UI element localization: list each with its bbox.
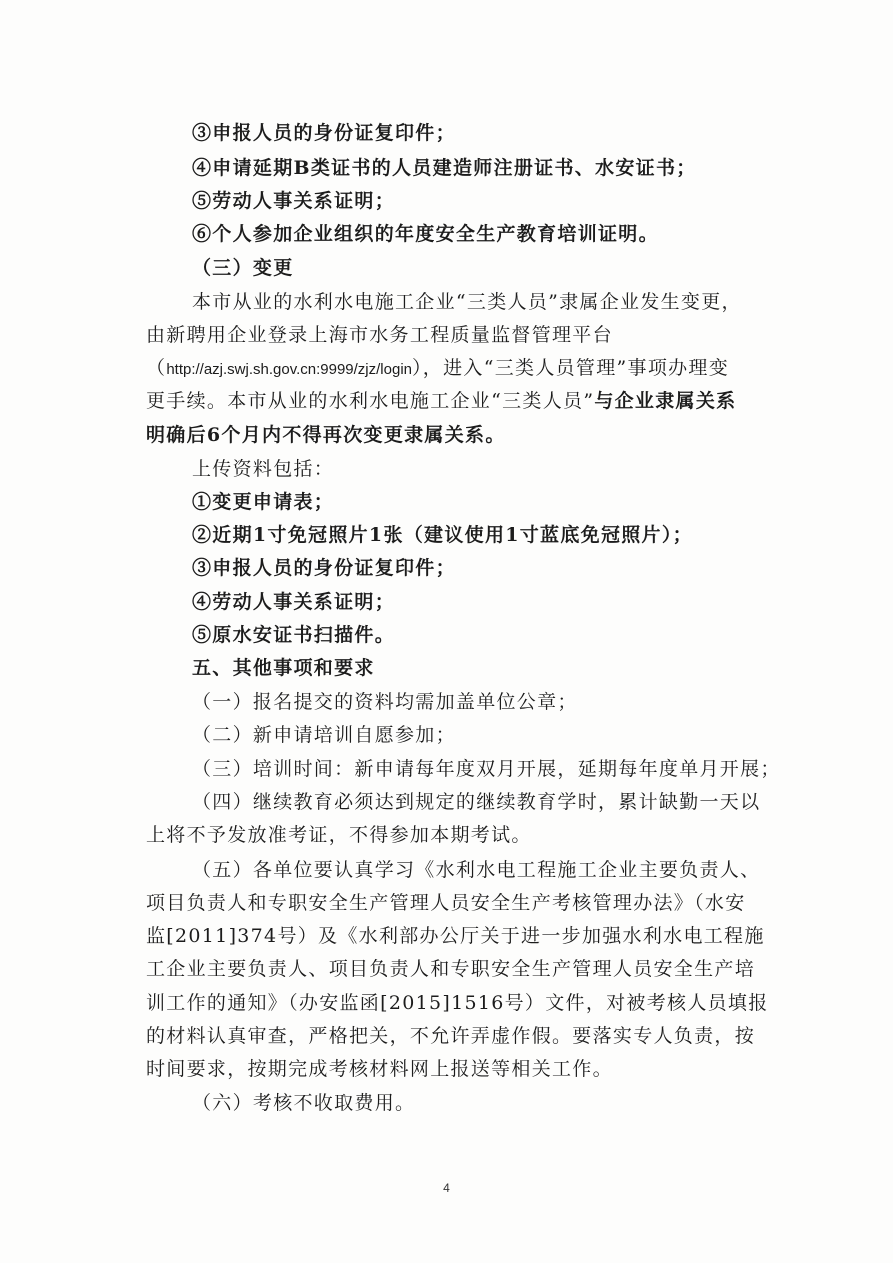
- item-certificate-scan: ⑤原水安证书扫描件。: [192, 624, 396, 646]
- paragraph-line: 训工作的通知》（办安监函[2015]1516号）文件，对被考核人员填报: [146, 992, 769, 1014]
- requirement-item: （六）考核不收取费用。: [192, 1092, 416, 1114]
- requirement-item: 上将不予发放准考证，不得参加本期考试。: [146, 824, 532, 846]
- page-number: 4: [443, 1181, 450, 1195]
- emphasis-line: 明确后6个月内不得再次变更隶属关系。: [146, 424, 506, 446]
- paragraph-line: 工企业主要负责人、项目负责人和专职安全生产管理人员安全生产培: [146, 958, 756, 980]
- item-training-proof: ⑥个人参加企业组织的年度安全生产教育培训证明。: [192, 223, 659, 245]
- paragraph-line-with-url: [146, 356, 729, 382]
- requirement-item: （二）新申请培训自愿参加；: [192, 724, 456, 746]
- item-labor-relation: ④劳动人事关系证明；: [192, 591, 396, 613]
- requirement-item: （一）报名提交的资料均需加盖单位公章；: [192, 691, 578, 713]
- upload-heading: 上传资料包括：: [192, 458, 335, 480]
- requirement-item: （五）各单位要认真学习《水利水电工程施工企业主要负责人、: [192, 859, 761, 881]
- emphasis-text: 与企业隶属关系: [594, 390, 737, 412]
- paragraph-line: [146, 389, 736, 413]
- item-id-copy: ③申报人员的身份证复印件；: [192, 122, 456, 144]
- paragraph-text: 更手续。本市从业的水利水电施工企业“三类人员”: [146, 390, 595, 412]
- item-extension-certificates: ④申请延期B类证书的人员建造师注册证书、水安证书；: [192, 157, 697, 179]
- item-labor-relation: ⑤劳动人事关系证明；: [192, 190, 396, 212]
- paragraph-line: 监[2011]374号）及《水利部办公厅关于进一步加强水利水电工程施: [146, 925, 765, 947]
- item-id-copy: ③申报人员的身份证复印件；: [192, 557, 456, 579]
- item-change-form: ①变更申请表；: [192, 491, 335, 513]
- paragraph-line: 项目负责人和专职安全生产管理人员安全生产考核管理办法》（水安: [146, 892, 746, 914]
- paragraph-line: 本市从业的水利水电施工企业“三类人员”隶属企业发生变更，: [192, 291, 742, 313]
- paragraph-line: 的材料认真审查，严格把关，不允许弄虚作假。要落实专人负责，按: [146, 1025, 756, 1047]
- requirement-item: （三）培训时间：新申请每年度双月开展，延期每年度单月开展；: [192, 758, 781, 780]
- section-other-heading: 五、其他事项和要求: [192, 657, 375, 679]
- platform-url[interactable]: http://azj.swj.sh.gov.cn:9999/zjz/login: [166, 361, 412, 378]
- section-change-heading: （三）变更: [192, 257, 294, 279]
- paragraph-line: 由新聘用企业登录上海市水务工程质量监督管理平台: [146, 324, 613, 346]
- paragraph-line: 时间要求，按期完成考核材料网上报送等相关工作。: [146, 1058, 613, 1080]
- open-paren: （: [146, 357, 167, 379]
- item-photo: ②近期1寸免冠照片1张（建议使用1寸蓝底免冠照片）；: [192, 524, 693, 546]
- requirement-item: （四）继续教育必须达到规定的继续教育学时，累计缺勤一天以: [192, 791, 761, 813]
- paragraph-text: ），进入“三类人员管理”事项办理变: [412, 357, 730, 379]
